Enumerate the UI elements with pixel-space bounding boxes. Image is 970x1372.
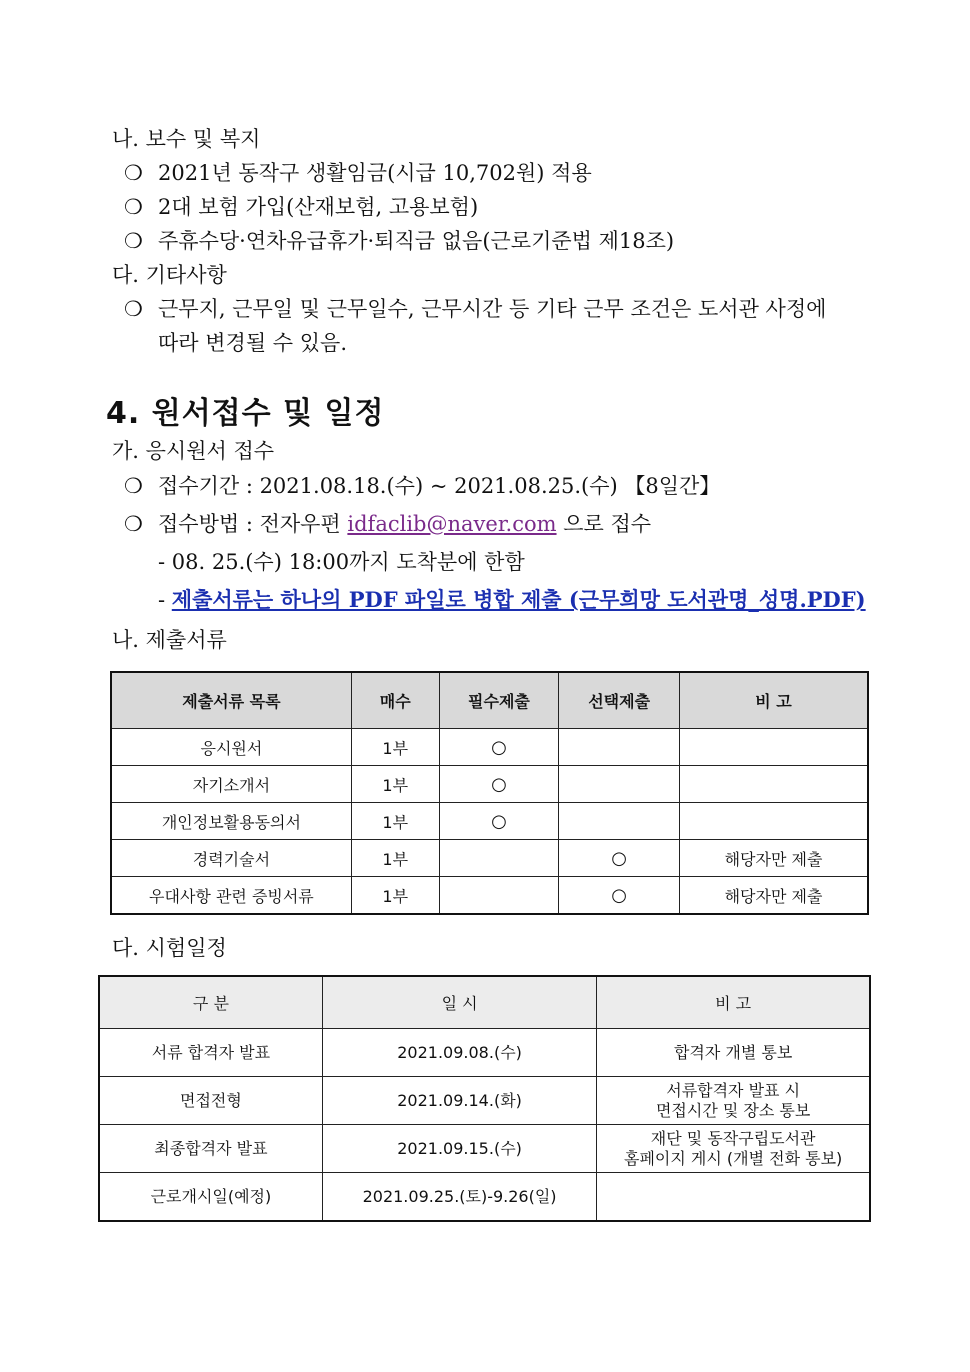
table-cell: 2021.09.08.(수) [322, 1029, 596, 1077]
section-c-title: 다. 기타사항 [112, 263, 227, 287]
table-header-cell: 제출서류 목록 [111, 672, 351, 729]
table-cell [679, 766, 868, 803]
table-cell [559, 803, 680, 840]
table-cell: 개인정보활용동의서 [111, 803, 351, 840]
table-cell: 해당자만 제출 [679, 877, 868, 915]
table-cell: 1부 [351, 840, 439, 877]
table-cell: ○ [439, 766, 559, 803]
table-cell: 1부 [351, 766, 439, 803]
table-cell: 서류합격자 발표 시 면접시간 및 장소 통보 [597, 1077, 870, 1125]
table-cell: 2021.09.25.(토)-9.26(일) [322, 1173, 596, 1222]
list-item: ❍ 2021년 동작구 생활임금(시급 10,702원) 적용 [124, 158, 592, 188]
table-row [111, 803, 868, 840]
table-header-cell: 필수제출 [439, 672, 559, 729]
table-row [99, 1173, 870, 1222]
list-item: ❍ 근무지, 근무일 및 근무일수, 근무시간 등 기타 근무 조건은 도서관 사정에 [124, 294, 826, 324]
circle-bullet-icon: ❍ [124, 161, 143, 185]
table-cell: 1부 [351, 877, 439, 915]
table-cell: 근로개시일(예정) [99, 1173, 322, 1222]
table-cell [679, 803, 868, 840]
section-b-title: 나. 보수 및 복지 [112, 127, 261, 151]
table-cell: ○ [439, 803, 559, 840]
table-row [111, 766, 868, 803]
table-cell: 경력기술서 [111, 840, 351, 877]
table-row [99, 1077, 870, 1125]
documents-title: 나. 제출서류 [112, 628, 227, 652]
table-header-cell: 선택제출 [559, 672, 680, 729]
table-cell: 2021.09.14.(화) [322, 1077, 596, 1125]
schedule-title: 다. 시험일정 [112, 936, 227, 960]
table-cell: 자기소개서 [111, 766, 351, 803]
table-row [99, 1125, 870, 1173]
table-cell [439, 840, 559, 877]
list-item-continuation: 따라 변경될 수 있음. [158, 331, 347, 355]
table-cell: 2021.09.15.(수) [322, 1125, 596, 1173]
application-note-pdf: - 제출서류는 하나의 PDF 파일로 병합 제출 (근무희망 도서관명_성명.PDF) [158, 587, 866, 612]
schedule-table [98, 975, 871, 1222]
list-item: ❍ 2대 보험 가입(산재보험, 고용보험) [124, 192, 478, 222]
application-note-deadline: - 08. 25.(수) 18:00까지 도착분에 한함 [158, 550, 525, 574]
application-title: 가. 응시원서 접수 [112, 439, 275, 463]
table-cell: 면접전형 [99, 1077, 322, 1125]
table-header-cell: 일 시 [322, 976, 596, 1029]
table-cell: 우대사항 관련 증빙서류 [111, 877, 351, 915]
circle-bullet-icon: ❍ [124, 512, 143, 536]
table-header-row [99, 976, 870, 1029]
table-cell: 최종합격자 발표 [99, 1125, 322, 1173]
circle-bullet-icon: ❍ [124, 229, 143, 253]
table-cell: 1부 [351, 803, 439, 840]
table-header-cell: 구 분 [99, 976, 322, 1029]
table-cell: 합격자 개별 통보 [597, 1029, 870, 1077]
application-period: ❍ 접수기간 : 2021.08.18.(수) ~ 2021.08.25.(수) 【8일간】 [124, 471, 720, 501]
table-header-cell: 비 고 [597, 976, 870, 1029]
table-cell: 서류 합격자 발표 [99, 1029, 322, 1077]
table-cell [559, 766, 680, 803]
table-cell [679, 729, 868, 766]
table-cell [559, 729, 680, 766]
table-header-cell: 비 고 [679, 672, 868, 729]
application-method: ❍ 접수방법 : 전자우편 idfaclib@naver.com 으로 접수 [124, 509, 651, 539]
table-cell: 응시원서 [111, 729, 351, 766]
circle-bullet-icon: ❍ [124, 474, 143, 498]
list-item: ❍ 주휴수당·연차유급휴가·퇴직금 없음(근로기준법 제18조) [124, 226, 674, 256]
circle-bullet-icon: ❍ [124, 195, 143, 219]
table-row [111, 877, 868, 915]
table-cell: ○ [439, 729, 559, 766]
table-cell: ○ [559, 840, 680, 877]
table-cell [597, 1173, 870, 1222]
table-cell: ○ [559, 877, 680, 915]
table-row [111, 840, 868, 877]
table-cell: 해당자만 제출 [679, 840, 868, 877]
table-cell [439, 877, 559, 915]
table-row [111, 729, 868, 766]
circle-bullet-icon: ❍ [124, 297, 143, 321]
documents-table [110, 671, 869, 915]
table-header-row [111, 672, 868, 729]
table-row [99, 1029, 870, 1077]
table-cell: 1부 [351, 729, 439, 766]
email-link[interactable]: idfaclib@naver.com [347, 512, 557, 536]
table-header-cell: 매수 [351, 672, 439, 729]
table-cell: 재단 및 동작구립도서관 홈페이지 게시 (개별 전화 통보) [597, 1125, 870, 1173]
section-heading: 4. 원서접수 및 일정 [106, 396, 385, 431]
